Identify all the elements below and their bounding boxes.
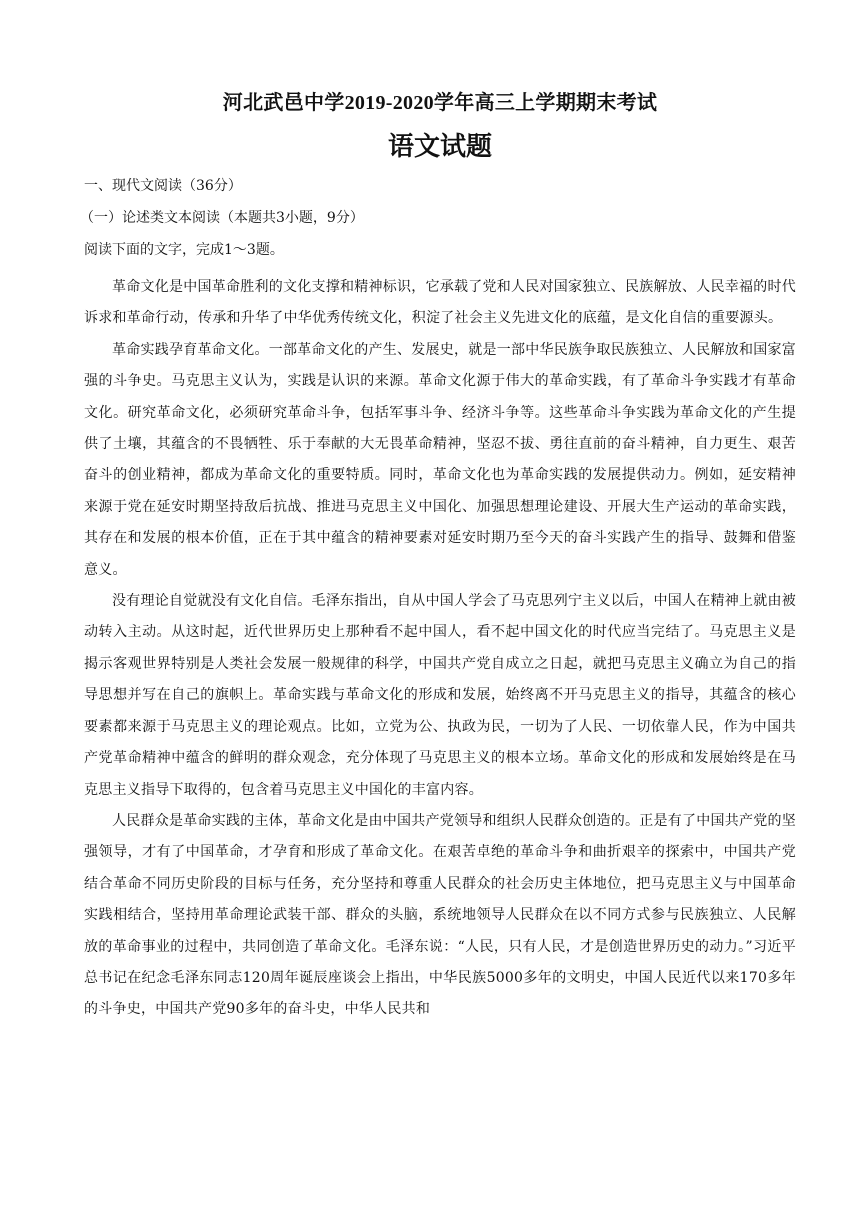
reading-instruction: 阅读下面的文字，完成1～3题。 [84,242,284,258]
passage-paragraph: 人民群众是革命实践的主体，革命文化是由中国共产党领导和组织人民群众创造的。正是有了中国共产党的坚强领导，才有了中国革命，才孕育和形成了革命文化。在艰苦卓绝的革命斗争和曲折艰辛的探索中，中国共产党结合革命不同历史阶段的目标与任务，充分坚持和尊重人民群众的社会历史主体地位，把马克思主义与中国革命实践相结合，坚持用革命理论武装干部、群众的头脑，系统地领导人民群众在以不同方式参与民族独立、人民解放的革命事业的过程中，共同创造了革命文化。毛泽东说：“人民，只有人民，才是创造世界历史的动力。”习近平总书记在纪念毛泽东同志120周年诞辰座谈会上指出，中华民族5000多年的文明史，中国人民近代以来170多年的斗争史，中国共产党90多年的奋斗史，中华人民共和 [84,812,796,1018]
subsection-heading-argumentative: （一）论述类文本阅读（本题共3小题，9分） [80,210,364,226]
passage-paragraph: 革命实践孕育革命文化。一部革命文化的产生、发展史，就是一部中华民族争取民族独立、人民解放和国家富强的斗争史。马克思主义认为，实践是认识的来源。革命文化源于伟大的革命实践，有了革命斗争实践才有革命文化。研究革命文化，必须研究革命斗争，包括军事斗争、经济斗争等。这些革命斗争实践为革命文化的产生提供了土壤，其蕴含的不畏牺牲、乐于奉献的大无畏革命精神，坚忍不拔、勇往直前的奋斗精神，自力更生、艰苦奋斗的创业精神，都成为革命文化的重要特质。同时，革命文化也为革命实践的发展提供动力。例如，延安精神来源于党在延安时期坚持敌后抗战、推进马克思主义中国化、加强思想理论建设、开展大生产运动的革命实践，其存在和发展的根本价值，正在于其中蕴含的精神要素对延安时期乃至今天的奋斗实践产生的指导、鼓舞和借鉴意义。 [84,341,796,578]
exam-title: 河北武邑中学2019-2020学年高三上学期期末考试 [222,92,658,114]
section-heading-modern-reading: 一、现代文阅读（36分） [84,178,242,194]
subject-title: 语文试题 [387,132,492,161]
passage-paragraph: 没有理论自觉就没有文化自信。毛泽东指出，自从中国人学会了马克思列宁主义以后，中国人在精神上就由被动转入主动。从这时起，近代世界历史上那种看不起中国人，看不起中国文化的时代应当完结了。马克思主义是揭示客观世界特别是人类社会发展一般规律的科学，中国共产党自成立之日起，就把马克思主义确立为自己的指导思想并写在自己的旗帜上。革命实践与革命文化的形成和发展，始终离不开马克思主义的指导，其蕴含的核心要素都来源于马克思主义的理论观点。比如，立党为公、执政为民，一切为了人民、一切依靠人民，作为中国共产党革命精神中蕴含的鲜明的群众观念，充分体现了马克思主义的根本立场。革命文化的形成和发展始终是在马克思主义指导下取得的，包含着马克思主义中国化的丰富内容。 [84,593,796,798]
passage [84,272,796,1026]
passage-paragraph: 革命文化是中国革命胜利的文化支撑和精神标识，它承载了党和人民对国家独立、民族解放、人民幸福的时代诉求和革命行动，传承和升华了中华优秀传统文化，积淀了社会主义先进文化的底蕴，是文化自信的重要源头。 [84,279,796,327]
